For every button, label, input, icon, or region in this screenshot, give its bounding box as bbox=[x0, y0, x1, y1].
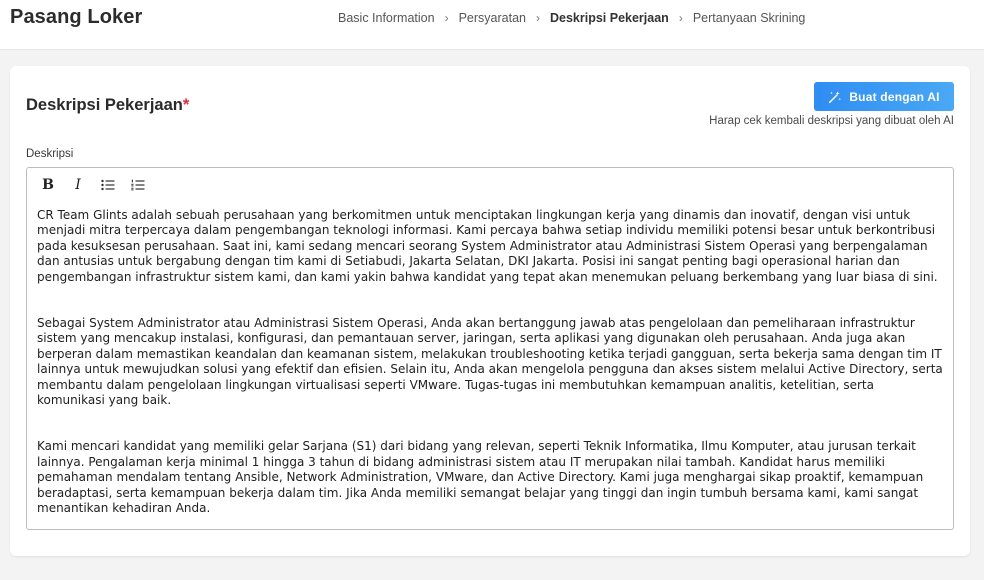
bulleted-list-icon[interactable] bbox=[95, 174, 121, 196]
italic-icon[interactable]: I bbox=[75, 177, 81, 193]
breadcrumb-pertanyaan-skrining[interactable]: Pertanyaan Skrining bbox=[692, 11, 806, 25]
required-mark: * bbox=[182, 96, 190, 114]
description-editor[interactable] bbox=[26, 167, 954, 530]
editor-content[interactable] bbox=[37, 208, 943, 548]
ai-note: Harap cek kembali deskripsi yang dibuat oleh AI bbox=[709, 115, 954, 127]
bold-icon[interactable]: B bbox=[42, 177, 54, 193]
editor-paragraph: Kami mencari kandidat yang memiliki gelar Sarjana (S1) dari bidang yang relevan, seperti Teknik Informatika, Ilmu Komputer, atau jurusan terkait lainnya. Pengalaman kerja minimal 1 hingga 3 tahun di bidang administrasi sistem atau IT merupakan nilai tambah. Kandidat harus memiliki pemahaman mendalam tentang Ansible, Network Administration, VMware, dan Active Directory. Kami juga menghargai sikap proaktif, kemampuan beradaptasi, serta kemampuan bekerja dalam tim. Jika Anda memiliki semangat belajar yang tinggi dan ingin tumbuh bersama kami, kami sangat menantikan kehadiran Anda. bbox=[37, 439, 924, 516]
generate-with-ai-button[interactable] bbox=[814, 82, 954, 111]
breadcrumb bbox=[338, 11, 805, 25]
numbered-list-icon[interactable] bbox=[125, 174, 151, 196]
section-title-text: Deskripsi Pekerjaan bbox=[26, 96, 183, 114]
editor-paragraph: Sebagai System Administrator atau Administrasi Sistem Operasi, Anda akan bertanggung jawab atas pengelolaan dan pemeliharaan infrastruktur sistem yang mencakup instalasi, konfigurasi, dan pemantauan server, jaringan, serta aplikasi yang digunakan oleh perusahaan. Anda juga akan berperan dalam memastikan keandalan dan keamanan sistem, melakukan troubleshooting ketika terjadi gangguan, serta bekerja sama dengan tim IT lainnya untuk mewujudkan solusi yang efektif dan efisien. Selain itu, Anda akan mengelola pengguna dan akses sistem melalui Active Directory, serta membantu dalam pengelolaan lingkungan virtualisasi seperti VMware. Tugas-tugas ini membutuhkan kemampuan analitis, ketelitian, serta komunikasi yang baik. bbox=[37, 316, 943, 408]
editor-toolbar bbox=[35, 174, 155, 196]
description-label: Deskripsi bbox=[26, 148, 74, 160]
editor-paragraph: CR Team Glints adalah sebuah perusahaan yang berkomitmen untuk menciptakan lingkungan kerja yang dinamis dan inovatif, dengan visi untuk menjadi mitra terpercaya dalam pengembangan teknologi informasi. Kami percaya bahwa setiap individu memiliki potensi besar untuk berkontribusi pada kesuksesan perusahaan. Saat ini, kami sedang mencari seorang System Administrator atau Administrasi Sistem Operasi yang berpengalaman dan antusias untuk bergabung dengan tim kami di Setiabudi, Jakarta Selatan, DKI Jakarta. Posisi ini sangat penting bagi operasional harian dan pengembangan infrastruktur sistem kami, dan kami yakin bahwa kandidat yang tepat akan menemukan peluang berkembang yang luar biasa di sini. bbox=[37, 208, 938, 284]
chevron-right-icon: › bbox=[678, 11, 683, 25]
chevron-right-icon: › bbox=[535, 11, 540, 25]
job-description-card bbox=[10, 66, 970, 556]
section-title bbox=[26, 96, 189, 115]
breadcrumb-persyaratan[interactable]: Persyaratan bbox=[458, 11, 526, 25]
breadcrumb-basic-information[interactable]: Basic Information bbox=[338, 11, 435, 25]
chevron-right-icon: › bbox=[444, 11, 449, 25]
magic-wand-icon bbox=[828, 90, 842, 104]
generate-with-ai-label: Buat dengan AI bbox=[849, 89, 940, 104]
top-bar bbox=[0, 0, 984, 50]
page-title: Pasang Loker bbox=[10, 6, 143, 28]
breadcrumb-deskripsi-pekerjaan[interactable]: Deskripsi Pekerjaan bbox=[549, 11, 669, 25]
